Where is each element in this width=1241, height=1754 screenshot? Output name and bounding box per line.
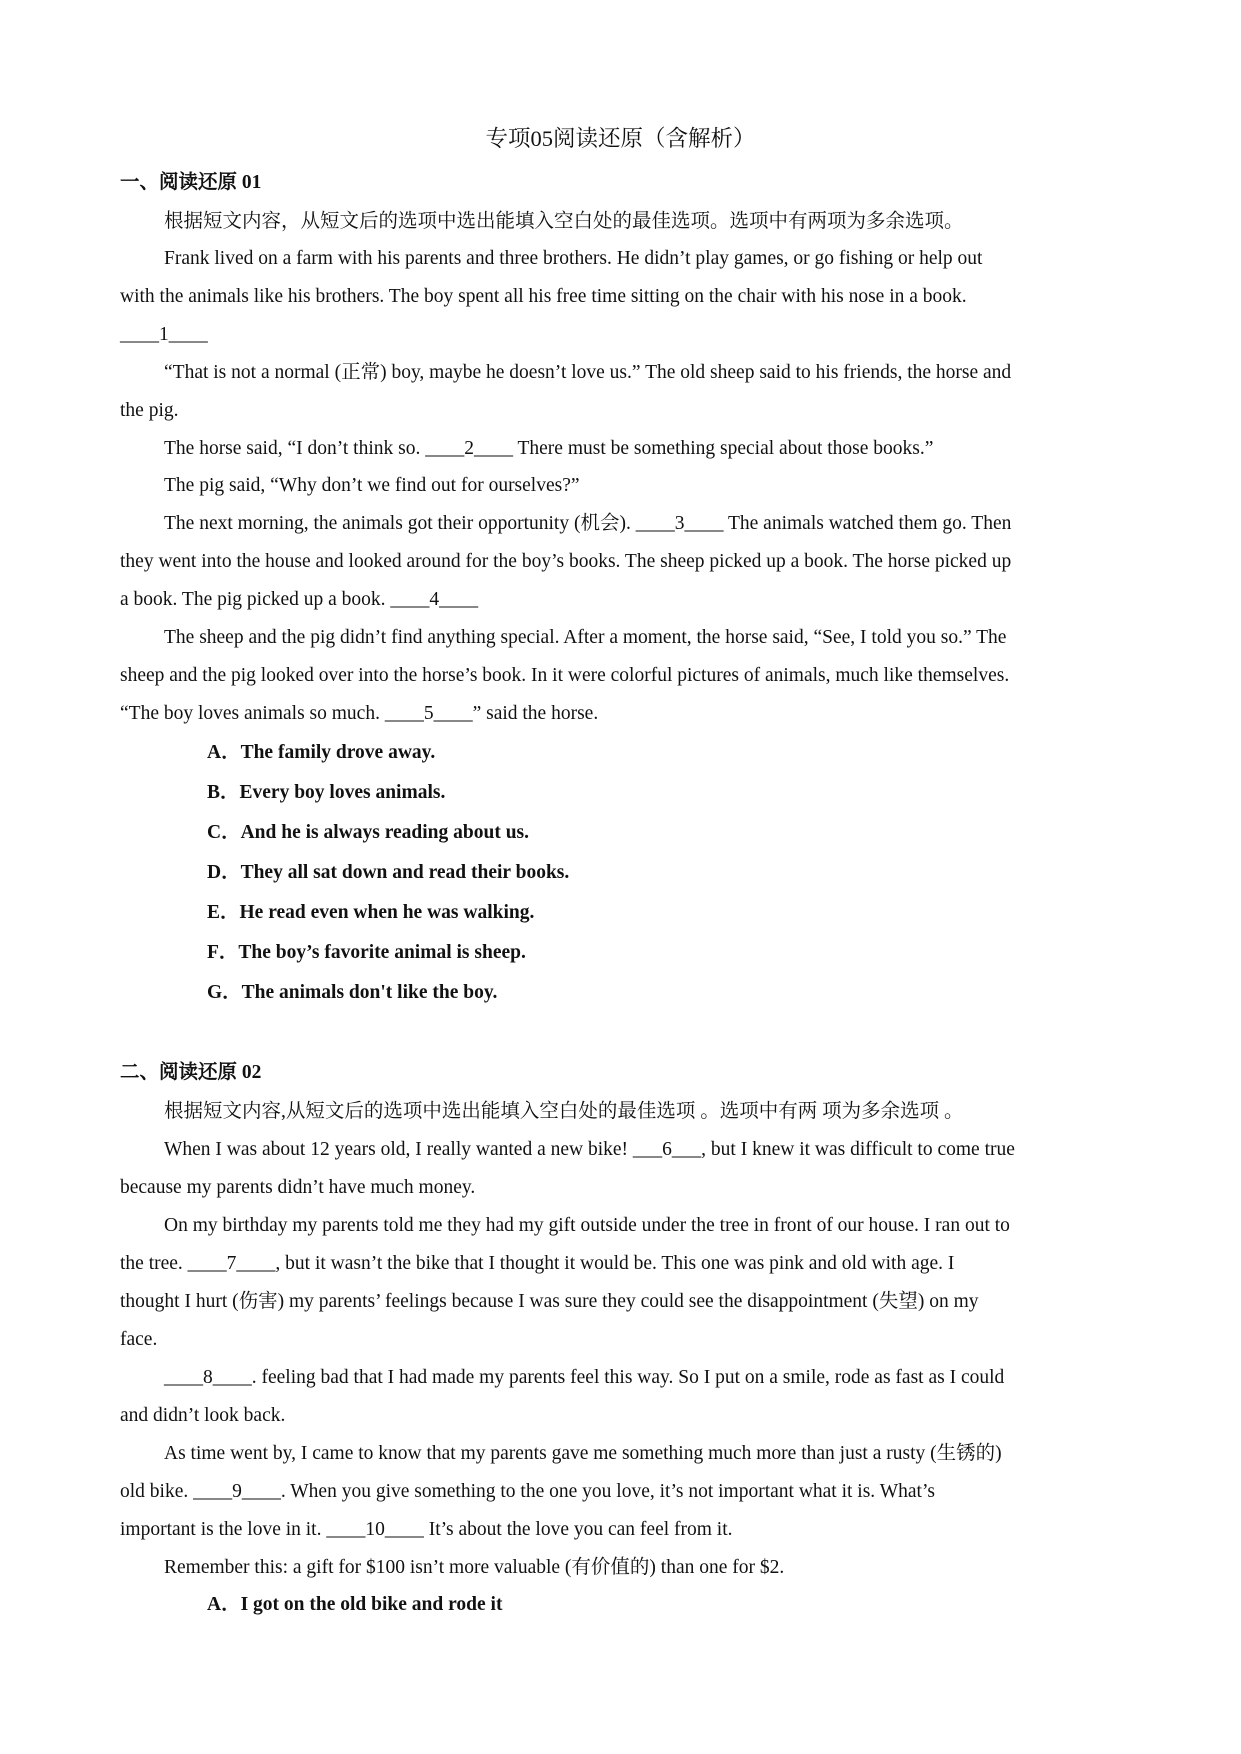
- paragraph-line: ____1____: [120, 324, 208, 345]
- passage-2-paragraph-5: [120, 1549, 1130, 1587]
- passage-1-paragraph-3: [120, 430, 1130, 468]
- paragraph-line: the pig.: [120, 400, 179, 421]
- option-a: A．The family drove away.: [207, 742, 436, 763]
- option-c: C．And he is always reading about us.: [207, 822, 530, 843]
- option-g: G．The animals don't like the boy.: [207, 982, 498, 1003]
- paragraph-line: “The boy loves animals so much. ____5____” said the horse.: [120, 703, 599, 724]
- passage-1-paragraph-1: [120, 240, 1130, 354]
- passage-2-paragraph-1: [120, 1131, 1130, 1207]
- section-2-instruction: [120, 1093, 1130, 1131]
- paragraph-line: they went into the house and looked around for the boy’s books. The sheep picked up a book. The horse picked up: [120, 551, 1012, 572]
- paragraph-line: thought I hurt (伤害) my parents’ feelings because I was sure they could see the disappointment (失望) on my: [120, 1291, 979, 1312]
- passage-1-paragraph-5: [120, 505, 1130, 619]
- paragraph-line: face.: [120, 1329, 158, 1350]
- option-f: F．The boy’s favorite animal is sheep.: [207, 942, 526, 963]
- paragraph-line: The pig said, “Why don’t we find out for ourselves?”: [164, 475, 580, 496]
- passage-1-paragraph-6: [120, 619, 1130, 733]
- paragraph-line: old bike. ____9____. When you give something to the one you love, it’s not important what it is. What’s: [120, 1481, 935, 1502]
- paragraph-line: Remember this: a gift for $100 isn’t more valuable (有价值的) than one for $2.: [164, 1557, 785, 1578]
- paragraph-line: the tree. ____7____, but it wasn’t the bike that I thought it would be. This one was pink and old with age. I: [120, 1253, 955, 1274]
- paragraph-line: “That is not a normal (正常) boy, maybe he doesn’t love us.” The old sheep said to his friends, the horse and: [164, 362, 1012, 383]
- paragraph-line: Frank lived on a farm with his parents and three brothers. He didn’t play games, or go fishing or help out: [164, 248, 983, 269]
- passage-2-paragraph-4: [120, 1435, 1130, 1549]
- paragraph-line: with the animals like his brothers. The boy spent all his free time sitting on the chair with his nose in a book.: [120, 286, 967, 307]
- passage-2-paragraph-3: [120, 1359, 1130, 1435]
- paragraph-line: As time went by, I came to know that my parents gave me something much more than just a rusty (生锈的): [164, 1443, 1002, 1464]
- paragraph-line: When I was about 12 years old, I really wanted a new bike! ___6___, but I knew it was difficult to come true: [164, 1139, 1015, 1160]
- passage-1-paragraph-4: [120, 467, 1130, 505]
- option-a: A．I got on the old bike and rode it: [207, 1594, 503, 1615]
- paragraph-line: The next morning, the animals got their opportunity (机会). ____3____ The animals watched them go. Then: [164, 513, 1012, 534]
- instruction-text: 根据短文内容,从短文后的选项中选出能填入空白处的最佳选项 。选项中有两 项为多余选项 。: [164, 1101, 964, 1122]
- paragraph-line: important is the love in it. ____10____ It’s about the love you can feel from it.: [120, 1519, 733, 1540]
- option-e: E．He read even when he was walking.: [207, 902, 535, 923]
- page-title: 专项05阅读还原（含解析）: [485, 126, 756, 151]
- paragraph-line: The horse said, “I don’t think so. ____2____ There must be something special about those books.”: [164, 438, 934, 459]
- paragraph-line: and didn’t look back.: [120, 1405, 286, 1426]
- paragraph-line: On my birthday my parents told me they had my gift outside under the tree in front of our house. I ran out to: [164, 1215, 1010, 1236]
- passage-1-paragraph-2: [120, 354, 1130, 430]
- option-d: D．They all sat down and read their books.: [207, 862, 570, 883]
- section-1-heading: 一、阅读还原 01: [120, 172, 262, 193]
- section-2-heading: 二、阅读还原 02: [120, 1062, 262, 1083]
- paragraph-line: The sheep and the pig didn’t find anything special. After a moment, the horse said, “See, I told you so.” The: [164, 627, 1007, 648]
- instruction-text: 根据短文内容，从短文后的选项中选出能填入空白处的最佳选项。选项中有两项为多余选项。: [164, 211, 964, 232]
- paragraph-line: sheep and the pig looked over into the horse’s book. In it were colorful pictures of animals, much like themselves.: [120, 665, 1010, 686]
- paragraph-line: ____8____. feeling bad that I had made my parents feel this way. So I put on a smile, rode as fast as I could: [164, 1367, 1005, 1388]
- paragraph-line: because my parents didn’t have much money.: [120, 1177, 476, 1198]
- section-1-instruction: [120, 203, 1130, 241]
- option-b: B．Every boy loves animals.: [207, 782, 446, 803]
- paragraph-line: a book. The pig picked up a book. ____4____: [120, 589, 479, 610]
- passage-2-paragraph-2: [120, 1207, 1130, 1359]
